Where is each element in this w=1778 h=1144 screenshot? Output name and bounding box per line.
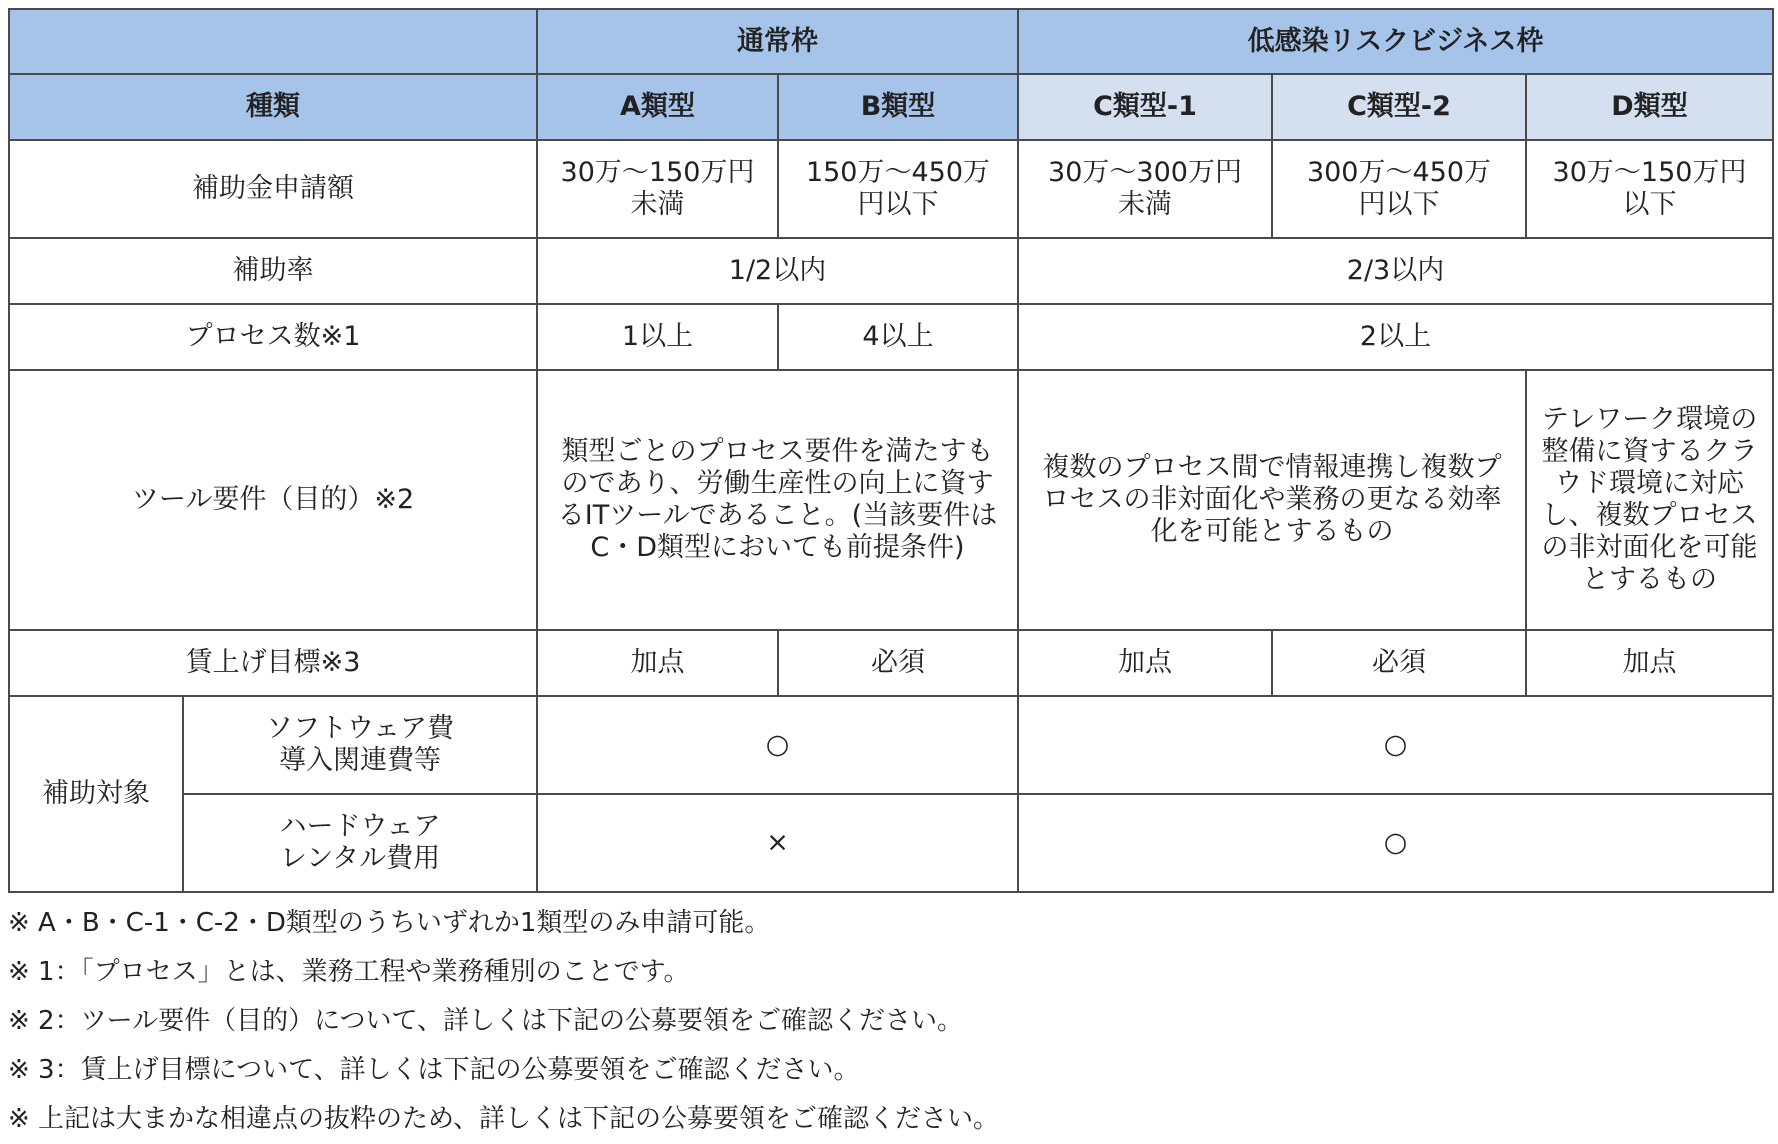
wage-b: 必須 — [778, 630, 1018, 696]
header-blank-cell — [9, 9, 537, 74]
amount-c1: 30万〜300万円 未満 — [1018, 140, 1272, 238]
header-kind: 種類 — [9, 74, 537, 140]
wage-row — [9, 630, 1773, 696]
header-type-c2: C類型-2 — [1272, 74, 1526, 140]
process-label: プロセス数※1 — [9, 304, 537, 370]
software-label: ソフトウェア費 導入関連費等 — [183, 696, 537, 794]
tool-d: テレワーク環境の整備に資するクラウド環境に対応し、複数プロセスの非対面化を可能とするもの — [1526, 370, 1773, 630]
tool-row — [9, 370, 1773, 630]
subsidy-comparison-table — [8, 8, 1774, 893]
note-item: ※ 上記は大まかな相違点の抜粋のため、詳しくは下記の公募要領をご確認ください。 — [8, 1104, 1000, 1134]
tool-normal: 類型ごとのプロセス要件を満たすものであり、労働生産性の向上に資するITツールであること。(当該要件はC・D類型においても前提条件) — [537, 370, 1018, 630]
rate-label: 補助率 — [9, 238, 537, 304]
rate-normal: 1/2以内 — [537, 238, 1018, 304]
target-label: 補助対象 — [9, 696, 183, 892]
type-header-row — [9, 74, 1773, 140]
header-low-risk-frame: 低感染リスクビジネス枠 — [1018, 9, 1773, 74]
wage-d: 加点 — [1526, 630, 1773, 696]
tool-label: ツール要件（目的）※2 — [9, 370, 537, 630]
header-type-a: A類型 — [537, 74, 778, 140]
wage-a: 加点 — [537, 630, 778, 696]
amount-c2: 300万〜450万 円以下 — [1272, 140, 1526, 238]
wage-c1: 加点 — [1018, 630, 1272, 696]
header-type-d: D類型 — [1526, 74, 1773, 140]
process-a: 1以上 — [537, 304, 778, 370]
wage-label: 賃上げ目標※3 — [9, 630, 537, 696]
note-item: ※ 2：ツール要件（目的）について、詳しくは下記の公募要領をご確認ください。 — [8, 1006, 964, 1036]
header-normal-frame: 通常枠 — [537, 9, 1018, 74]
rate-row — [9, 238, 1773, 304]
hardware-normal-cross-icon: × — [537, 794, 1018, 892]
amount-b: 150万〜450万 円以下 — [778, 140, 1018, 238]
note-item: ※ 3：賃上げ目標について、詳しくは下記の公募要領をご確認ください。 — [8, 1055, 860, 1085]
tool-c: 複数のプロセス間で情報連携し複数プロセスの非対面化や業務の更なる効率化を可能とするもの — [1018, 370, 1526, 630]
frame-header-row — [9, 9, 1773, 74]
note-item: ※ A・B・C-1・C-2・D類型のうちいずれか1類型のみ申請可能。 — [8, 908, 771, 938]
wage-c2: 必須 — [1272, 630, 1526, 696]
process-b: 4以上 — [778, 304, 1018, 370]
amount-row — [9, 140, 1773, 238]
process-low: 2以上 — [1018, 304, 1773, 370]
process-row — [9, 304, 1773, 370]
header-type-c1: C類型-1 — [1018, 74, 1272, 140]
amount-d: 30万〜150万円 以下 — [1526, 140, 1773, 238]
software-normal-circle-icon: ○ — [537, 696, 1018, 794]
amount-a: 30万〜150万円 未満 — [537, 140, 778, 238]
rate-low: 2/3以内 — [1018, 238, 1773, 304]
hardware-label: ハードウェア レンタル費用 — [183, 794, 537, 892]
amount-label: 補助金申請額 — [9, 140, 537, 238]
target-hardware-row — [9, 794, 1773, 892]
note-item: ※ 1：「プロセス」とは、業務工程や業務種別のことです。 — [8, 957, 690, 987]
hardware-low-circle-icon: ○ — [1018, 794, 1773, 892]
target-software-row — [9, 696, 1773, 794]
comparison-document — [8, 8, 1772, 1144]
software-low-circle-icon: ○ — [1018, 696, 1773, 794]
notes-list — [8, 899, 1772, 1144]
header-type-b: B類型 — [778, 74, 1018, 140]
